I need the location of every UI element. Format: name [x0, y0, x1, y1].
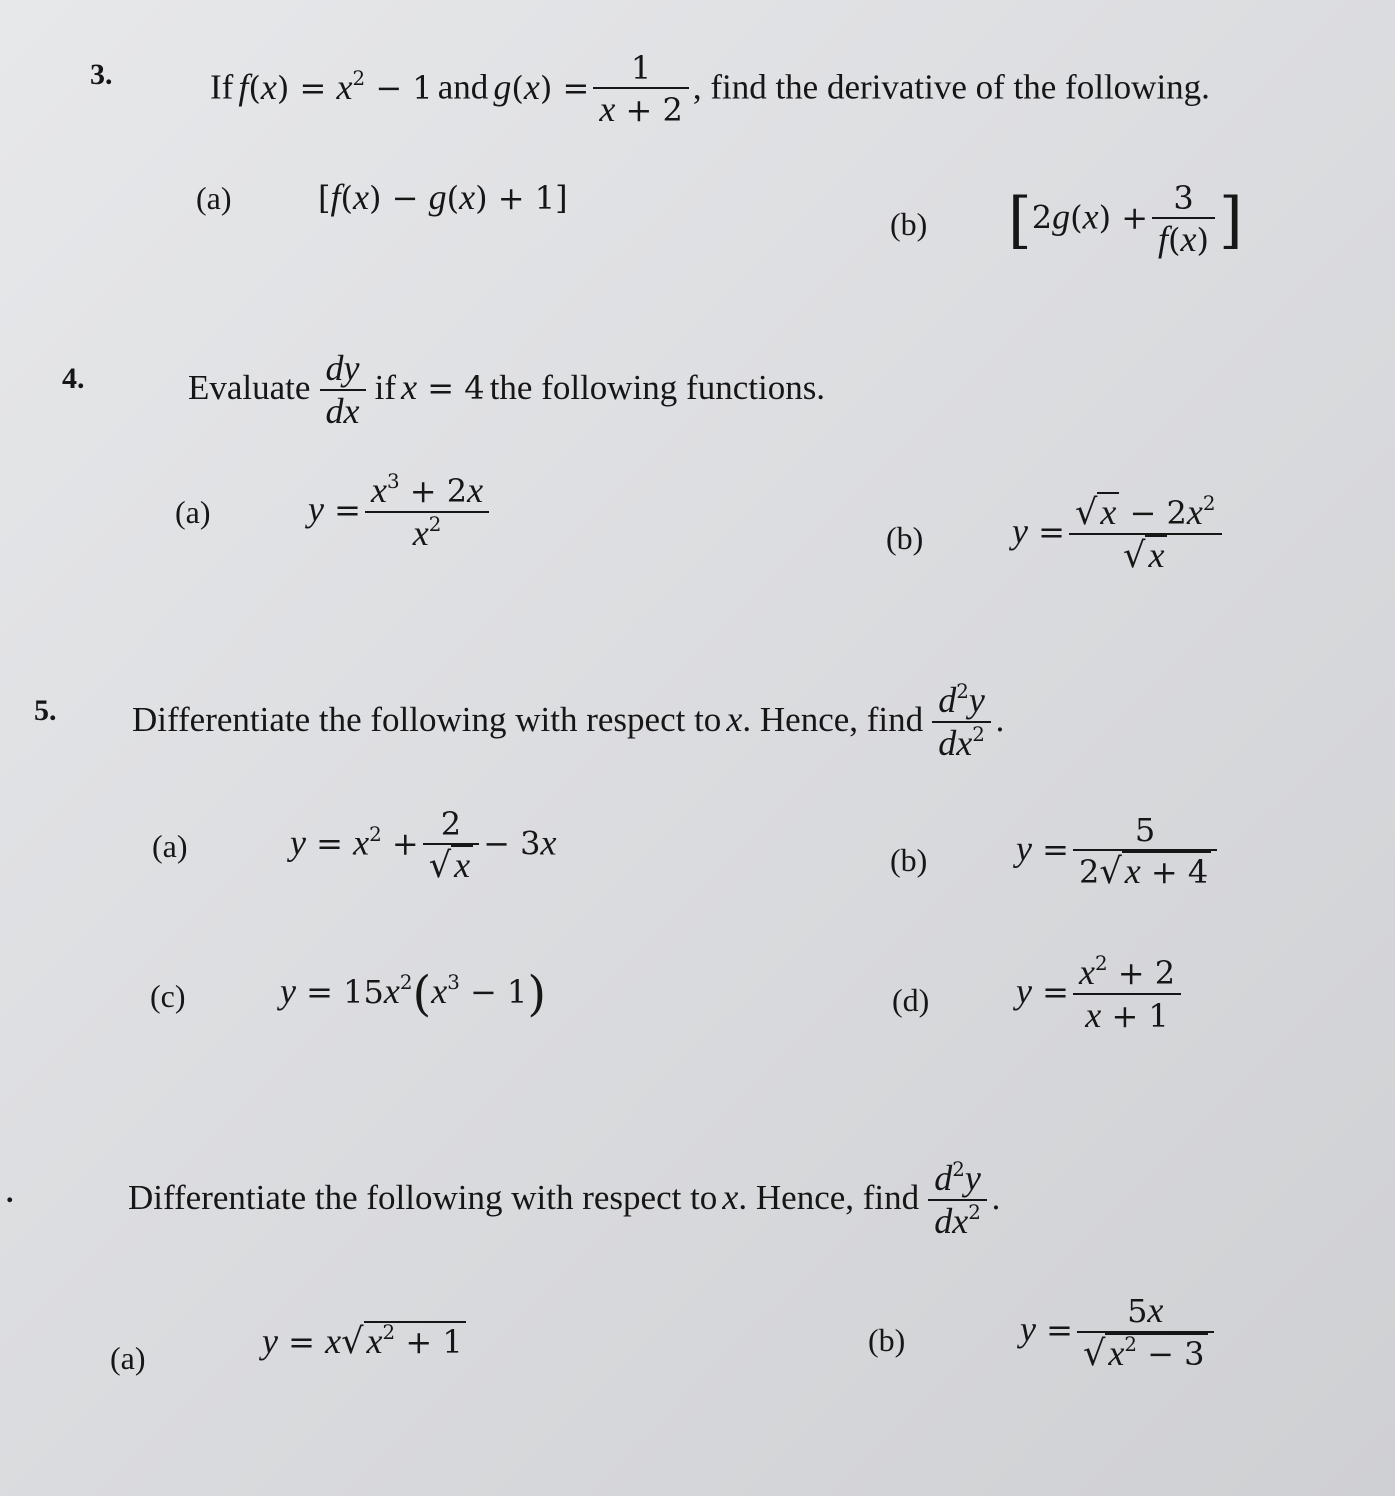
- text-hence: . Hence, find: [742, 699, 924, 739]
- part-label: (d): [892, 982, 930, 1018]
- part-label: (a): [175, 494, 211, 530]
- math-dy-dx: $\frac{dy}{dx}$: [316, 369, 370, 407]
- question-number: 3.: [90, 58, 113, 91]
- text-hence: . Hence, find: [738, 1177, 920, 1217]
- part-label: (a): [152, 828, 188, 864]
- math-expression: $y = x^2$ + $\frac{2}{√x}$ − 3x: [290, 805, 557, 886]
- question-5-stem: [132, 680, 1005, 765]
- math-expression: $y = 15x^2(x^3 - 1)$: [280, 966, 547, 1022]
- math-expression: y = $\frac{5x}{√x^2 - 3}$: [1020, 1290, 1218, 1375]
- math-g-definition: g(x) = $\frac{1}{x + 2}$: [493, 69, 692, 107]
- math-expression: [2g(x) + $\frac{3}{f(x)}$ ]: [1008, 179, 1243, 259]
- text-tail: the following functions.: [489, 367, 826, 407]
- math-expression: [f(x) − g(x) + 1]: [318, 177, 568, 217]
- question-number: 5.: [34, 694, 57, 727]
- question-6-stem: [128, 1158, 1001, 1243]
- part-label: (a): [196, 180, 232, 216]
- math-expression: y = $\frac{√x - 2x^2}{√x}$: [1012, 492, 1226, 577]
- question-4-stem: [188, 348, 825, 433]
- math-variable: x: [726, 698, 743, 739]
- math-f-definition: $f(x) = x^2 - 1$: [238, 66, 433, 107]
- math-second-derivative: $\frac{d^2y}{dx^2}$ .: [928, 701, 1005, 739]
- math-variable: x: [722, 1176, 739, 1217]
- question-3-stem: [210, 50, 1210, 130]
- part-label: (b): [890, 842, 928, 878]
- text-evaluate: Evaluate: [188, 367, 311, 407]
- part-label: (a): [110, 1340, 146, 1376]
- math-expression: $y = x√x^2 + 1$: [262, 1320, 466, 1362]
- math-expression: y = $\frac{x^3 + 2x}{x^2}$: [308, 470, 493, 555]
- part-label: (b): [868, 1322, 906, 1358]
- question-number: .: [6, 1176, 14, 1209]
- text-instruction: Differentiate the following with respect to: [132, 699, 722, 739]
- math-expression: y = $\frac{x^2 + 2}{x + 1}$: [1016, 952, 1185, 1037]
- text-instruction: Differentiate the following with respect to: [128, 1177, 718, 1217]
- math-second-derivative: $\frac{d^2y}{dx^2}$ .: [924, 1179, 1001, 1217]
- text-if: If: [210, 67, 234, 107]
- part-label: (c): [150, 978, 186, 1014]
- math-condition: x = 4: [401, 366, 485, 407]
- text-if: if: [374, 367, 396, 407]
- question-number: 4.: [62, 362, 85, 395]
- text-and: and: [437, 67, 489, 107]
- text-tail: , find the derivative of the following.: [692, 67, 1210, 107]
- math-expression: y = $\frac{5}{2√x + 4}$: [1016, 812, 1221, 892]
- part-label: (b): [886, 520, 924, 556]
- part-label: (b): [890, 206, 928, 242]
